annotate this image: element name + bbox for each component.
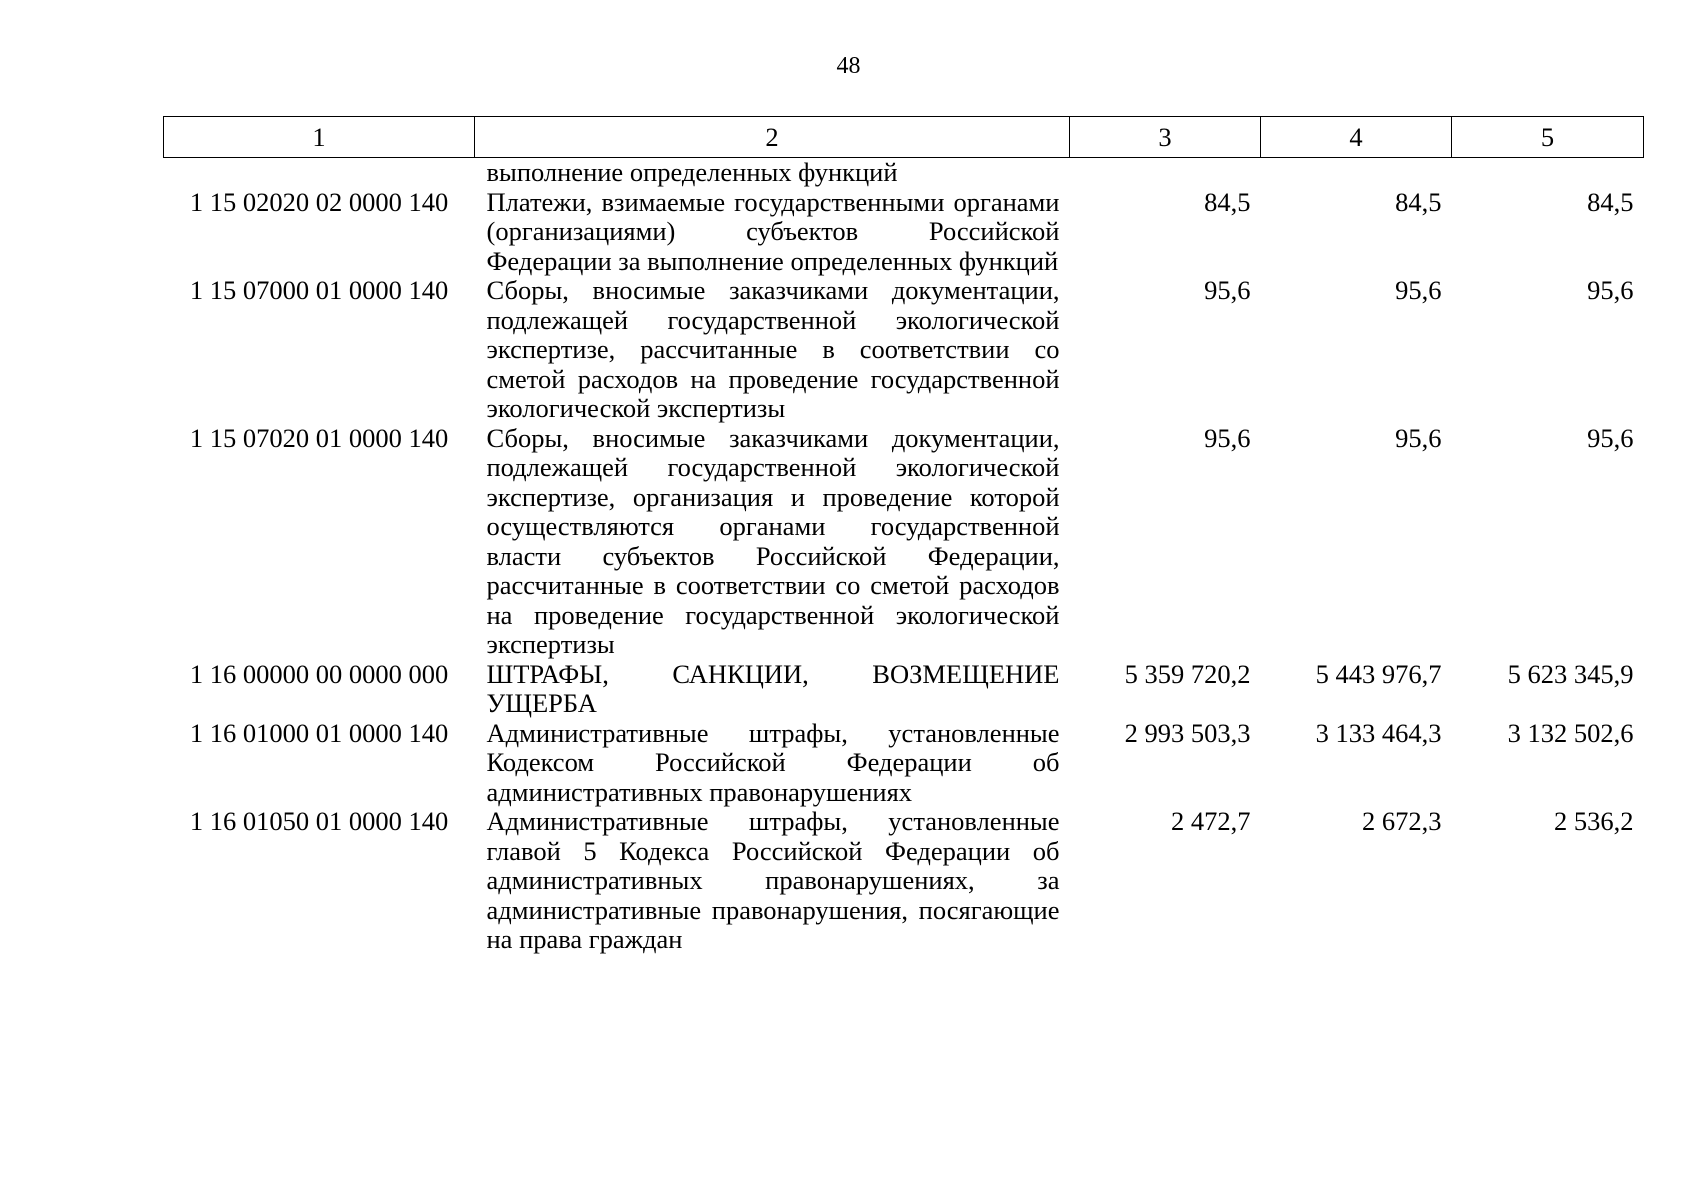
value-col-4: 84,5 [1395, 186, 1442, 217]
value-col-4: 5 443 976,7 [1315, 658, 1442, 689]
value-col-3: 95,6 [1204, 275, 1251, 305]
page-number: 48 [836, 53, 861, 79]
value-col-5: 95,6 [1587, 422, 1634, 453]
value-col-3: 95,6 [1204, 422, 1251, 453]
column-header-2: 2 [475, 117, 1070, 158]
value-col-3: 2 472,7 [1171, 806, 1251, 836]
table-body [164, 158, 1644, 955]
revenue-code [164, 158, 475, 188]
revenue-description: Платежи, взимаемые государственными органами (организациями) субъектов Российской Федерации за выполнение определенных функций [486, 186, 1060, 276]
header-row [164, 117, 1644, 158]
revenue-code: 1 15 02020 02 0000 140 [189, 186, 449, 217]
value-col-5: 95,6 [1587, 275, 1634, 305]
budget-table [163, 116, 1644, 955]
table-row [164, 424, 1644, 660]
revenue-code: 1 16 01050 01 0000 140 [189, 806, 449, 836]
value-col-5 [1452, 158, 1644, 188]
revenue-code: 1 16 01000 01 0000 140 [189, 717, 449, 748]
value-col-3: 84,5 [1204, 186, 1251, 217]
table-row [164, 276, 1644, 424]
column-header-4: 4 [1261, 117, 1452, 158]
column-header-5: 5 [1452, 117, 1644, 158]
revenue-description: Сборы, вносимые заказчиками документации, подлежащей государственной экологической экспертизе, рассчитанные в соответствии со сметой расходов на проведение государственной экологической экспертизы [486, 275, 1060, 423]
value-col-3: 5 359 720,2 [1124, 658, 1251, 689]
table-row [164, 158, 1644, 188]
value-col-5: 5 623 345,9 [1507, 658, 1634, 689]
revenue-code: 1 15 07020 01 0000 140 [189, 422, 449, 453]
value-col-4: 3 133 464,3 [1315, 717, 1442, 748]
value-col-5: 2 536,2 [1554, 806, 1634, 836]
revenue-description: Сборы, вносимые заказчиками документации, подлежащей государственной экологической экспертизе, организация и проведение которой осуществляются органами государственной власти субъектов Российской Федерации, рассчитанные в соответствии со сметой расходов на проведение государственной экологической экспертизы [486, 422, 1060, 659]
value-col-4: 95,6 [1395, 422, 1442, 453]
table-row [164, 719, 1644, 808]
value-col-5: 84,5 [1587, 186, 1634, 217]
revenue-code: 1 15 07000 01 0000 140 [189, 275, 449, 305]
revenue-description: ШТРАФЫ, САНКЦИИ, ВОЗМЕЩЕНИЕ УЩЕРБА [486, 658, 1060, 718]
table-header [164, 117, 1644, 158]
revenue-description: Административные штрафы, установленные главой 5 Кодекса Российской Федерации об административных правонарушениях, за административные правонарушения, посягающие на права граждан [486, 806, 1060, 954]
value-col-4: 95,6 [1395, 275, 1442, 305]
revenue-description: Административные штрафы, установленные Кодексом Российской Федерации об административных правонарушениях [486, 717, 1060, 807]
revenue-code: 1 16 00000 00 0000 000 [189, 658, 449, 689]
value-col-4: 2 672,3 [1362, 806, 1442, 836]
table-row [164, 807, 1644, 955]
column-header-3: 3 [1070, 117, 1261, 158]
value-col-5: 3 132 502,6 [1507, 717, 1634, 748]
table-row [164, 660, 1644, 719]
column-header-1: 1 [164, 117, 475, 158]
table-row [164, 188, 1644, 277]
value-col-3: 2 993 503,3 [1124, 717, 1251, 748]
value-col-4 [1261, 158, 1452, 188]
revenue-description: выполнение определенных функций [486, 157, 898, 187]
value-col-3 [1070, 158, 1261, 188]
